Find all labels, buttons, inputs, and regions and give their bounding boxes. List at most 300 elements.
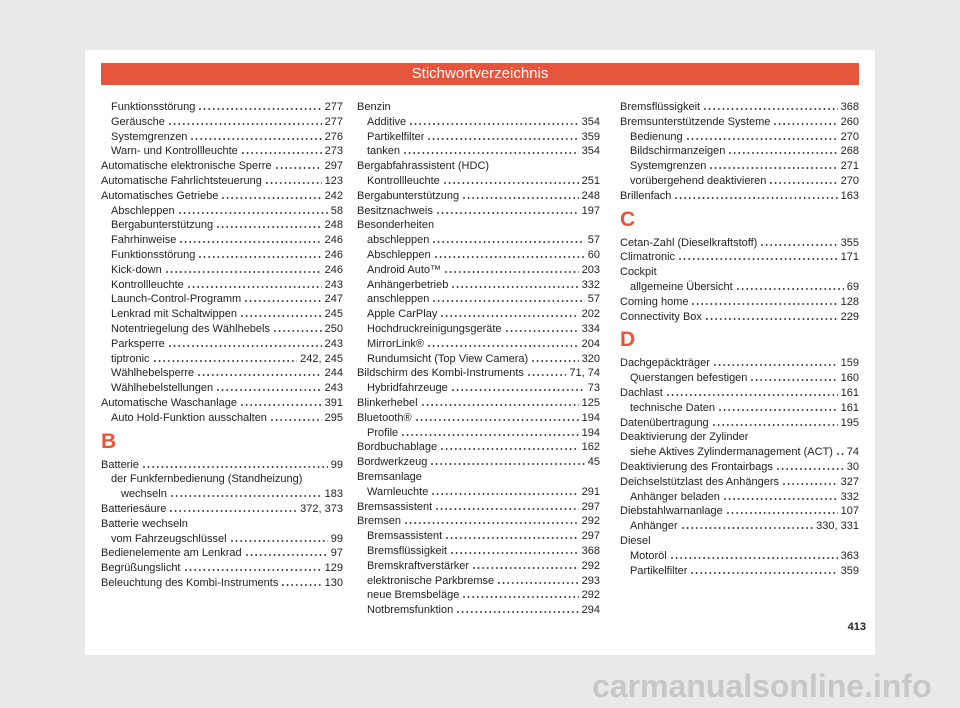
dot-leader — [729, 152, 837, 154]
index-term: elektronische Parkbremse — [367, 574, 495, 587]
index-entry — [357, 396, 600, 411]
index-term: Bremsflüssigkeit — [620, 101, 701, 113]
page-reference: 194 — [581, 411, 600, 424]
index-term: Dachlast — [620, 386, 663, 399]
index-term: Systemgrenzen — [111, 130, 188, 143]
index-entry — [101, 366, 343, 381]
index-term: Bergabfahrassistent (HDC) — [357, 160, 490, 173]
index-entry — [101, 337, 343, 352]
dot-leader — [679, 258, 838, 260]
dot-leader — [241, 315, 322, 317]
index-entry — [101, 352, 343, 367]
dot-leader — [274, 330, 322, 332]
dot-leader — [143, 466, 328, 468]
index-term: Bordwerkzeug — [357, 456, 428, 469]
index-entry — [620, 115, 859, 130]
index-entry — [357, 366, 600, 381]
index-term: Rundumsicht (Top View Camera) — [367, 352, 529, 365]
index-entry — [357, 470, 600, 485]
dot-leader — [199, 108, 321, 110]
index-entry — [357, 218, 600, 233]
index-entry — [101, 517, 343, 532]
index-entry — [357, 485, 600, 500]
dot-leader — [463, 596, 578, 598]
page-reference: 159 — [840, 357, 859, 370]
page-reference: 268 — [840, 145, 859, 158]
page-reference: 195 — [840, 416, 859, 429]
index-term: Motoröl — [630, 549, 667, 562]
index-entry — [620, 310, 859, 325]
letter-heading-c: C — [620, 207, 636, 231]
index-term: anschleppen — [367, 293, 430, 306]
dot-leader — [405, 522, 579, 524]
index-entry — [620, 159, 859, 174]
dot-leader — [737, 288, 844, 290]
dot-leader — [473, 567, 579, 569]
index-column-2 — [357, 100, 600, 618]
page-reference: 330, 331 — [816, 520, 859, 533]
index-entry — [101, 115, 343, 130]
index-column-1 — [101, 100, 343, 591]
page-reference: 60 — [587, 248, 600, 261]
index-term: technische Daten — [630, 401, 715, 414]
index-entry — [620, 236, 859, 251]
index-entry — [357, 189, 600, 204]
index-term: Bordbuchablage — [357, 441, 438, 454]
dot-leader — [246, 554, 328, 556]
dot-leader — [402, 434, 578, 436]
page-reference: 334 — [581, 322, 600, 335]
dot-leader — [428, 345, 579, 347]
dot-leader — [761, 244, 837, 246]
dot-leader — [410, 123, 579, 125]
index-entry — [101, 472, 343, 487]
index-term: Diebstahlwarnanlage — [620, 505, 723, 518]
index-term: Abschleppen — [367, 248, 431, 261]
page-reference: 123 — [324, 174, 343, 187]
index-term: Apple CarPlay — [367, 308, 438, 321]
page-reference: 69 — [846, 280, 859, 293]
index-term: Anhänger beladen — [630, 490, 720, 503]
dot-leader — [441, 315, 578, 317]
page-reference: 243 — [324, 278, 343, 291]
dot-leader — [217, 226, 322, 228]
index-entry — [357, 500, 600, 515]
index-entry — [620, 564, 859, 579]
dot-leader — [436, 508, 578, 510]
page-reference: 368 — [840, 101, 859, 113]
index-entry — [357, 337, 600, 352]
page-reference: 203 — [581, 263, 600, 276]
index-entry — [357, 514, 600, 529]
index-entry — [620, 430, 859, 445]
index-entry — [357, 174, 600, 189]
index-term: Systemgrenzen — [630, 160, 707, 173]
index-term: der Funkfernbedienung (Standheizung) — [111, 473, 303, 486]
index-term: Automatische Waschanlage — [101, 396, 237, 409]
index-term: vorübergehend deaktivieren — [630, 174, 767, 187]
page-reference: 246 — [324, 248, 343, 261]
index-term: Benzin — [357, 101, 391, 113]
index-term: siehe Aktives Zylindermanagement (ACT) — [630, 446, 833, 459]
index-column-3 — [620, 100, 859, 578]
index-term: tiptronic — [111, 352, 150, 365]
index-term: vom Fahrzeugschlüssel — [111, 532, 227, 545]
dot-leader — [457, 611, 578, 613]
index-term: Cockpit — [620, 266, 657, 279]
dot-leader — [169, 123, 322, 125]
page-reference: 291 — [581, 485, 600, 498]
index-entry — [357, 263, 600, 278]
page-reference: 130 — [324, 576, 343, 589]
page-reference: 363 — [840, 549, 859, 562]
index-term: Wählhebelsperre — [111, 367, 195, 380]
section-header-banner — [101, 63, 859, 85]
index-entry — [101, 292, 343, 307]
index-entry — [357, 603, 600, 618]
index-term: Bremsunterstützende Systeme — [620, 115, 771, 128]
index-entry — [357, 248, 600, 263]
dot-leader — [498, 582, 578, 584]
index-entry — [101, 458, 343, 473]
page-reference: 297 — [581, 500, 600, 513]
index-entry — [101, 561, 343, 576]
index-entry — [101, 307, 343, 322]
index-term: Notbremsfunktion — [367, 604, 454, 617]
index-entry — [101, 381, 343, 396]
page-reference: 197 — [581, 204, 600, 217]
page-reference: 171 — [840, 251, 859, 264]
index-entry — [101, 130, 343, 145]
index-entry — [620, 265, 859, 280]
page-reference: 327 — [840, 475, 859, 488]
index-term: Bedienelemente am Lenkrad — [101, 547, 242, 560]
index-term: Besitznachweis — [357, 204, 433, 217]
index-entry — [620, 144, 859, 159]
dot-leader — [528, 374, 567, 376]
index-entry — [620, 445, 859, 460]
dot-leader — [231, 540, 328, 542]
dot-leader — [452, 389, 585, 391]
page-reference: 270 — [840, 174, 859, 187]
index-term: Batterie wechseln — [101, 517, 188, 530]
index-term: Bluetooth® — [357, 411, 412, 424]
page-reference: 359 — [840, 564, 859, 577]
index-entry — [101, 159, 343, 174]
index-entry — [357, 426, 600, 441]
index-term: Bremskraftverstärker — [367, 559, 470, 572]
page-reference: 246 — [324, 263, 343, 276]
page-reference: 160 — [840, 372, 859, 385]
index-term: Wählhebelstellungen — [111, 382, 214, 395]
index-entry — [620, 295, 859, 310]
index-term: Dachgepäckträger — [620, 357, 710, 370]
index-term: Anhängerbetrieb — [367, 278, 449, 291]
index-term: Cetan-Zahl (Dieselkraftstoff) — [620, 236, 758, 249]
dot-leader — [682, 527, 813, 529]
dot-leader — [404, 152, 579, 154]
page-reference: 125 — [581, 396, 600, 409]
index-term: Bergabunterstützung — [357, 189, 460, 202]
index-term: Funktionsstörung — [111, 248, 196, 261]
page-reference: 294 — [581, 604, 600, 617]
index-entry — [357, 529, 600, 544]
page-reference: 242, 245 — [300, 352, 343, 365]
page-reference: 229 — [840, 310, 859, 323]
page-reference: 320 — [581, 352, 600, 365]
page-reference: 243 — [324, 337, 343, 350]
index-entry — [357, 574, 600, 589]
index-entry — [357, 381, 600, 396]
index-entry — [101, 576, 343, 591]
index-entry — [357, 292, 600, 307]
index-entry — [620, 371, 859, 386]
page-reference: 271 — [840, 160, 859, 173]
index-term: Partikelfilter — [630, 564, 688, 577]
index-entry — [620, 401, 859, 416]
index-entry — [357, 455, 600, 470]
index-term: Connectivity Box — [620, 310, 702, 323]
index-entry — [357, 100, 600, 115]
page-reference: 276 — [324, 130, 343, 143]
index-term: Batteriesäure — [101, 502, 167, 515]
index-entry — [357, 115, 600, 130]
dot-leader — [416, 419, 579, 421]
index-entry — [101, 502, 343, 517]
index-term: Bremsassistent — [367, 530, 443, 543]
dot-leader — [179, 212, 328, 214]
page-reference: 183 — [324, 488, 343, 501]
index-term: Automatische elektronische Sperre — [101, 160, 272, 173]
dot-leader — [433, 241, 584, 243]
dot-leader — [242, 152, 322, 154]
page-reference: 292 — [581, 515, 600, 528]
index-term: Additive — [367, 115, 407, 128]
dot-leader — [444, 182, 579, 184]
index-entry — [101, 278, 343, 293]
letter-heading-d: D — [620, 328, 636, 352]
index-term: Querstangen befestigen — [630, 372, 748, 385]
index-entry — [620, 250, 859, 265]
page-reference: 251 — [581, 174, 600, 187]
page-reference: 295 — [324, 411, 343, 424]
index-term: allgemeine Übersicht — [630, 280, 733, 293]
index-entry — [101, 100, 343, 115]
index-term: Kontrollleuchte — [367, 174, 440, 187]
index-term: Partikelfilter — [367, 130, 425, 143]
index-entry — [101, 218, 343, 233]
index-term: Automatisches Getriebe — [101, 189, 219, 202]
index-term: neue Bremsbeläge — [367, 589, 460, 602]
dot-leader — [837, 453, 844, 455]
page-reference: 372, 373 — [300, 502, 343, 515]
dot-leader — [667, 394, 838, 396]
index-term: Besonderheiten — [357, 219, 435, 232]
index-term: Hybridfahrzeuge — [367, 382, 448, 395]
index-entry — [357, 130, 600, 145]
dot-leader — [671, 557, 838, 559]
page-reference: 58 — [330, 204, 343, 217]
page-reference: 368 — [581, 544, 600, 557]
page-reference: 107 — [840, 505, 859, 518]
dot-leader — [271, 419, 322, 421]
index-term: Bremsassistent — [357, 500, 433, 513]
dot-leader — [710, 167, 837, 169]
dot-leader — [198, 374, 321, 376]
dot-leader — [446, 537, 578, 539]
page-reference: 292 — [581, 589, 600, 602]
index-entry — [620, 174, 859, 189]
page-reference: 242 — [324, 189, 343, 202]
index-term: Auto Hold-Funktion ausschalten — [111, 411, 267, 424]
index-entry — [357, 352, 600, 367]
index-entry — [101, 487, 343, 502]
index-entry — [620, 519, 859, 534]
index-term: Profile — [367, 426, 399, 439]
dot-leader — [180, 241, 321, 243]
index-entry — [620, 356, 859, 371]
index-term: Launch-Control-Programm — [111, 293, 242, 306]
page-reference: 277 — [324, 115, 343, 128]
index-entry — [357, 411, 600, 426]
dot-leader — [777, 468, 844, 470]
index-term: Kontrollleuchte — [111, 278, 184, 291]
index-term: Anhänger — [630, 520, 678, 533]
dot-leader — [783, 483, 838, 485]
dot-leader — [532, 360, 578, 362]
index-entry — [101, 248, 343, 263]
index-entry — [101, 322, 343, 337]
index-term: Kick-down — [111, 263, 162, 276]
dot-leader — [463, 197, 579, 199]
dot-leader — [451, 552, 579, 554]
dot-leader — [445, 271, 579, 273]
index-term: Warnleuchte — [367, 485, 429, 498]
dot-leader — [506, 330, 579, 332]
dot-leader — [751, 379, 837, 381]
dot-leader — [714, 364, 838, 366]
index-term: Bergabunterstützung — [111, 219, 214, 232]
index-term: Geräusche — [111, 115, 165, 128]
index-entry — [101, 546, 343, 561]
index-entry — [620, 549, 859, 564]
index-entry — [620, 490, 859, 505]
page-reference: 163 — [840, 189, 859, 202]
index-entry — [357, 322, 600, 337]
index-entry — [620, 280, 859, 295]
dot-leader — [691, 572, 837, 574]
index-entry — [101, 532, 343, 547]
page-reference: 97 — [330, 547, 343, 560]
index-term: Datenübertragung — [620, 416, 709, 429]
dot-leader — [687, 138, 838, 140]
dot-leader — [222, 197, 321, 199]
index-entry — [357, 544, 600, 559]
page-reference: 162 — [581, 441, 600, 454]
page-reference: 57 — [587, 234, 600, 247]
index-entry — [620, 189, 859, 204]
page-reference: 260 — [840, 115, 859, 128]
dot-leader — [241, 404, 322, 406]
page-reference: 248 — [324, 219, 343, 232]
index-entry — [101, 144, 343, 159]
index-term: Notentriegelung des Wählhebels — [111, 322, 270, 335]
dot-leader — [428, 138, 578, 140]
index-entry — [357, 144, 600, 159]
page-reference: 332 — [840, 490, 859, 503]
index-term: Android Auto™ — [367, 263, 441, 276]
page-reference: 250 — [324, 322, 343, 335]
index-entry — [101, 204, 343, 219]
index-term: Bildschirm des Kombi-Instruments — [357, 367, 524, 380]
index-entry — [620, 504, 859, 519]
page-reference: 332 — [581, 278, 600, 291]
index-term: Bildschirmanzeigen — [630, 145, 726, 158]
dot-leader — [217, 389, 322, 391]
index-entry — [357, 278, 600, 293]
page-reference: 297 — [324, 160, 343, 173]
index-entry — [101, 411, 343, 426]
index-term: Begrüßungslicht — [101, 562, 181, 575]
dot-leader — [719, 409, 838, 411]
dot-leader — [245, 300, 321, 302]
index-term: Lenkrad mit Schaltwippen — [111, 308, 237, 321]
index-entry — [357, 307, 600, 322]
index-term: Bremsflüssigkeit — [367, 544, 448, 557]
page-reference: 99 — [330, 458, 343, 471]
dot-leader — [692, 303, 837, 305]
index-entry — [101, 233, 343, 248]
page-reference: 247 — [324, 293, 343, 306]
section-title: Stichwortverzeichnis — [411, 65, 549, 82]
dot-leader — [266, 182, 322, 184]
dot-leader — [704, 108, 838, 110]
index-entry — [620, 475, 859, 490]
page-reference: 161 — [840, 401, 859, 414]
page-reference: 293 — [581, 574, 600, 587]
dot-leader — [169, 345, 322, 347]
index-term: Deaktivierung des Frontairbags — [620, 460, 773, 473]
index-term: abschleppen — [367, 234, 430, 247]
index-entry — [620, 386, 859, 401]
index-term: Warn- und Kontrollleuchte — [111, 145, 238, 158]
index-entry — [620, 460, 859, 475]
page-reference: 99 — [330, 532, 343, 545]
index-term: MirrorLink® — [367, 337, 424, 350]
page-reference: 246 — [324, 234, 343, 247]
dot-leader — [675, 197, 837, 199]
index-entry — [101, 263, 343, 278]
page-reference: 270 — [840, 130, 859, 143]
page-reference: 57 — [587, 293, 600, 306]
index-entry — [357, 588, 600, 603]
index-entry — [620, 534, 859, 549]
index-entry — [357, 233, 600, 248]
dot-leader — [276, 167, 322, 169]
dot-leader — [166, 271, 322, 273]
dot-leader — [154, 360, 298, 362]
page-number: 413 — [847, 621, 866, 633]
index-term: Hochdruckreinigungsgeräte — [367, 322, 502, 335]
index-term: Coming home — [620, 295, 689, 308]
index-term: Parksperre — [111, 337, 165, 350]
page-reference: 30 — [846, 460, 859, 473]
page-reference: 129 — [324, 562, 343, 575]
dot-leader — [431, 463, 584, 465]
index-term: Bremsen — [357, 515, 402, 528]
index-term: tanken — [367, 145, 401, 158]
page-reference: 73 — [587, 382, 600, 395]
